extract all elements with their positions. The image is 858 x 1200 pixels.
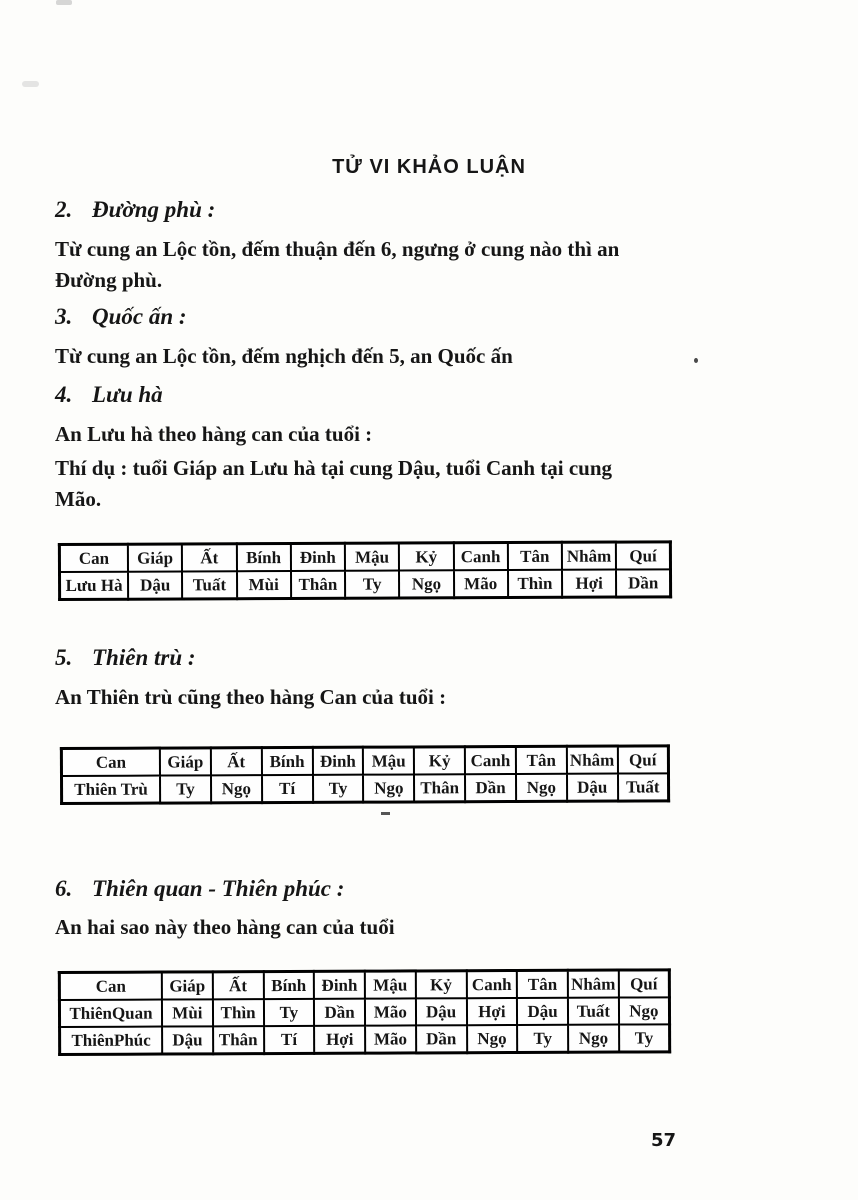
section-heading-text: Lưu hà bbox=[92, 382, 163, 407]
table-cell: Ngọ bbox=[516, 774, 567, 802]
section-heading-luu-ha bbox=[55, 382, 163, 408]
row-label-cell: Can bbox=[59, 544, 128, 572]
paragraph-luu-ha-example bbox=[55, 453, 765, 515]
table-cell: Ty bbox=[313, 775, 364, 803]
table-row bbox=[61, 773, 668, 803]
table-row bbox=[59, 569, 670, 599]
table-cell: Hợi bbox=[562, 570, 616, 598]
section-number: 4. bbox=[55, 382, 73, 407]
paragraph-thien-quan-phuc bbox=[55, 912, 765, 943]
row-label-cell: ThiênQuan bbox=[59, 1000, 162, 1027]
table-cell: Dần bbox=[416, 1025, 467, 1053]
table-cell: Dậu bbox=[128, 571, 182, 599]
table-cell: Dậu bbox=[517, 998, 568, 1025]
section-number: 5. bbox=[55, 645, 73, 670]
table-cell: Tân bbox=[516, 746, 567, 774]
table-cell: Ngọ bbox=[619, 997, 670, 1024]
table-cell: Quí bbox=[616, 542, 670, 570]
row-label-cell: Lưu Hà bbox=[59, 572, 128, 600]
section-heading-text: Thiên trù : bbox=[92, 645, 196, 670]
table-cell: Ất bbox=[182, 544, 236, 572]
section-heading-text: Thiên quan - Thiên phúc : bbox=[92, 876, 345, 901]
table-cell: Bính bbox=[263, 971, 314, 999]
table-cell: Thân bbox=[213, 1026, 264, 1054]
table-cell: Ty bbox=[619, 1024, 670, 1052]
table-cell: Đinh bbox=[312, 747, 363, 775]
section-number: 3. bbox=[55, 304, 73, 329]
table-cell: Ty bbox=[345, 571, 399, 599]
table-cell: Mậu bbox=[365, 971, 416, 999]
table-cell: Mão bbox=[365, 998, 416, 1025]
text-line: Đường phù. bbox=[55, 268, 163, 292]
table-row bbox=[59, 997, 669, 1027]
table-cell: Mùi bbox=[236, 571, 290, 599]
table-row bbox=[59, 542, 670, 572]
table-cell: Thìn bbox=[508, 570, 562, 598]
table-cell: Canh bbox=[466, 970, 517, 998]
table-cell: Tân bbox=[517, 970, 568, 998]
table-cell: Quí bbox=[617, 746, 668, 774]
section-heading-thien-tru bbox=[55, 645, 196, 671]
section-heading-thien-quan-phuc bbox=[55, 876, 344, 902]
table-cell: Canh bbox=[465, 747, 516, 775]
table-cell: Tuất bbox=[618, 773, 669, 801]
table-cell: Thìn bbox=[213, 999, 264, 1026]
thien-tru-table bbox=[60, 744, 670, 805]
table-cell: Ất bbox=[211, 748, 262, 776]
table-cell: Mão bbox=[453, 570, 507, 598]
table-cell: Bính bbox=[236, 543, 290, 571]
paragraph-thien-tru bbox=[55, 682, 765, 713]
table-cell: Mùi bbox=[162, 999, 213, 1026]
table-cell: Tí bbox=[262, 775, 313, 803]
table-cell: Nhâm bbox=[567, 746, 618, 774]
scan-artifact bbox=[56, 0, 72, 5]
table-cell: Dần bbox=[616, 569, 670, 597]
table-cell: Canh bbox=[453, 543, 507, 571]
table-cell: Ngọ bbox=[363, 774, 414, 802]
table-cell: Mậu bbox=[345, 543, 399, 571]
paragraph-duong-phu bbox=[55, 234, 765, 296]
table-cell: Dần bbox=[465, 774, 516, 802]
table-cell: Dần bbox=[314, 999, 365, 1026]
table-cell: Kỷ bbox=[399, 543, 453, 571]
table-cell: Ngọ bbox=[399, 570, 453, 598]
table-cell: Giáp bbox=[162, 972, 213, 1000]
text-line: Thí dụ : tuổi Giáp an Lưu hà tại cung Dậu, tuổi Canh tại cung bbox=[55, 456, 613, 480]
table-cell: Kỷ bbox=[414, 747, 465, 775]
table-cell: Bính bbox=[262, 747, 313, 775]
scan-artifact bbox=[381, 812, 390, 815]
table-cell: Tuất bbox=[568, 998, 619, 1025]
luu-ha-table bbox=[58, 540, 672, 601]
table-cell: Dậu bbox=[416, 998, 467, 1025]
table-cell: Ngọ bbox=[211, 775, 262, 803]
table-cell: Giáp bbox=[160, 748, 211, 776]
section-heading-duong-phu bbox=[55, 197, 215, 223]
table-cell: Kỷ bbox=[416, 971, 467, 999]
text-line: Từ cung an Lộc tồn, đếm thuận đến 6, ngưng ở cung nào thì an bbox=[55, 237, 620, 261]
table-cell: Ty bbox=[263, 999, 314, 1026]
thien-quan-thien-phuc-table bbox=[58, 968, 671, 1056]
table-cell: Ngọ bbox=[568, 1025, 619, 1053]
table-cell: Thân bbox=[291, 571, 345, 599]
table-cell: Tuất bbox=[182, 571, 236, 599]
scan-artifact bbox=[22, 81, 39, 87]
text-line: An Lưu hà theo hàng can của tuổi : bbox=[55, 422, 373, 446]
page-number: 57 bbox=[651, 1130, 677, 1151]
section-heading-text: Quốc ấn : bbox=[92, 304, 187, 329]
table-cell: Hợi bbox=[314, 1026, 365, 1054]
page-title: TỬ VI KHẢO LUẬN bbox=[332, 156, 526, 178]
table-cell: Mậu bbox=[363, 747, 414, 775]
table-cell: Đinh bbox=[291, 543, 345, 571]
table-cell: Ngọ bbox=[467, 1025, 518, 1053]
paragraph-quoc-an bbox=[55, 341, 765, 372]
paragraph-luu-ha-rule bbox=[55, 419, 765, 450]
section-heading-text: Đường phù : bbox=[92, 197, 216, 222]
table-cell: Thân bbox=[414, 774, 465, 802]
table-cell: Dậu bbox=[162, 1026, 213, 1054]
row-label-cell: Can bbox=[61, 748, 160, 776]
text-line: Từ cung an Lộc tồn, đếm nghịch đến 5, an Quốc ấn bbox=[55, 344, 513, 368]
table-cell: Tí bbox=[264, 1026, 315, 1054]
table-cell: Tân bbox=[508, 542, 562, 570]
table-cell: Ty bbox=[160, 775, 211, 803]
row-label-cell: ThiênPhúc bbox=[60, 1027, 163, 1055]
section-number: 2. bbox=[55, 197, 73, 222]
table-cell: Hợi bbox=[466, 998, 517, 1025]
table-cell: Quí bbox=[619, 970, 670, 998]
table-cell: Nhâm bbox=[568, 970, 619, 998]
text-line: An hai sao này theo hàng can của tuổi bbox=[55, 915, 395, 939]
table-cell: Dậu bbox=[567, 774, 618, 802]
row-label-cell: Can bbox=[59, 972, 162, 1000]
text-line: Mão. bbox=[55, 487, 102, 511]
section-heading-quoc-an bbox=[55, 304, 187, 330]
table-row bbox=[60, 1024, 670, 1054]
table-cell: Nhâm bbox=[562, 542, 616, 570]
text-line: An Thiên trù cũng theo hàng Can của tuổi : bbox=[55, 685, 447, 709]
table-cell: Mão bbox=[365, 1025, 416, 1053]
table-cell: Ty bbox=[517, 1025, 568, 1053]
table-row bbox=[61, 746, 668, 776]
row-label-cell: Thiên Trù bbox=[61, 776, 160, 804]
table-cell: Đinh bbox=[314, 971, 365, 999]
table-cell: Ất bbox=[213, 972, 264, 1000]
table-row bbox=[59, 970, 669, 1000]
section-number: 6. bbox=[55, 876, 73, 901]
table-cell: Giáp bbox=[128, 544, 182, 572]
